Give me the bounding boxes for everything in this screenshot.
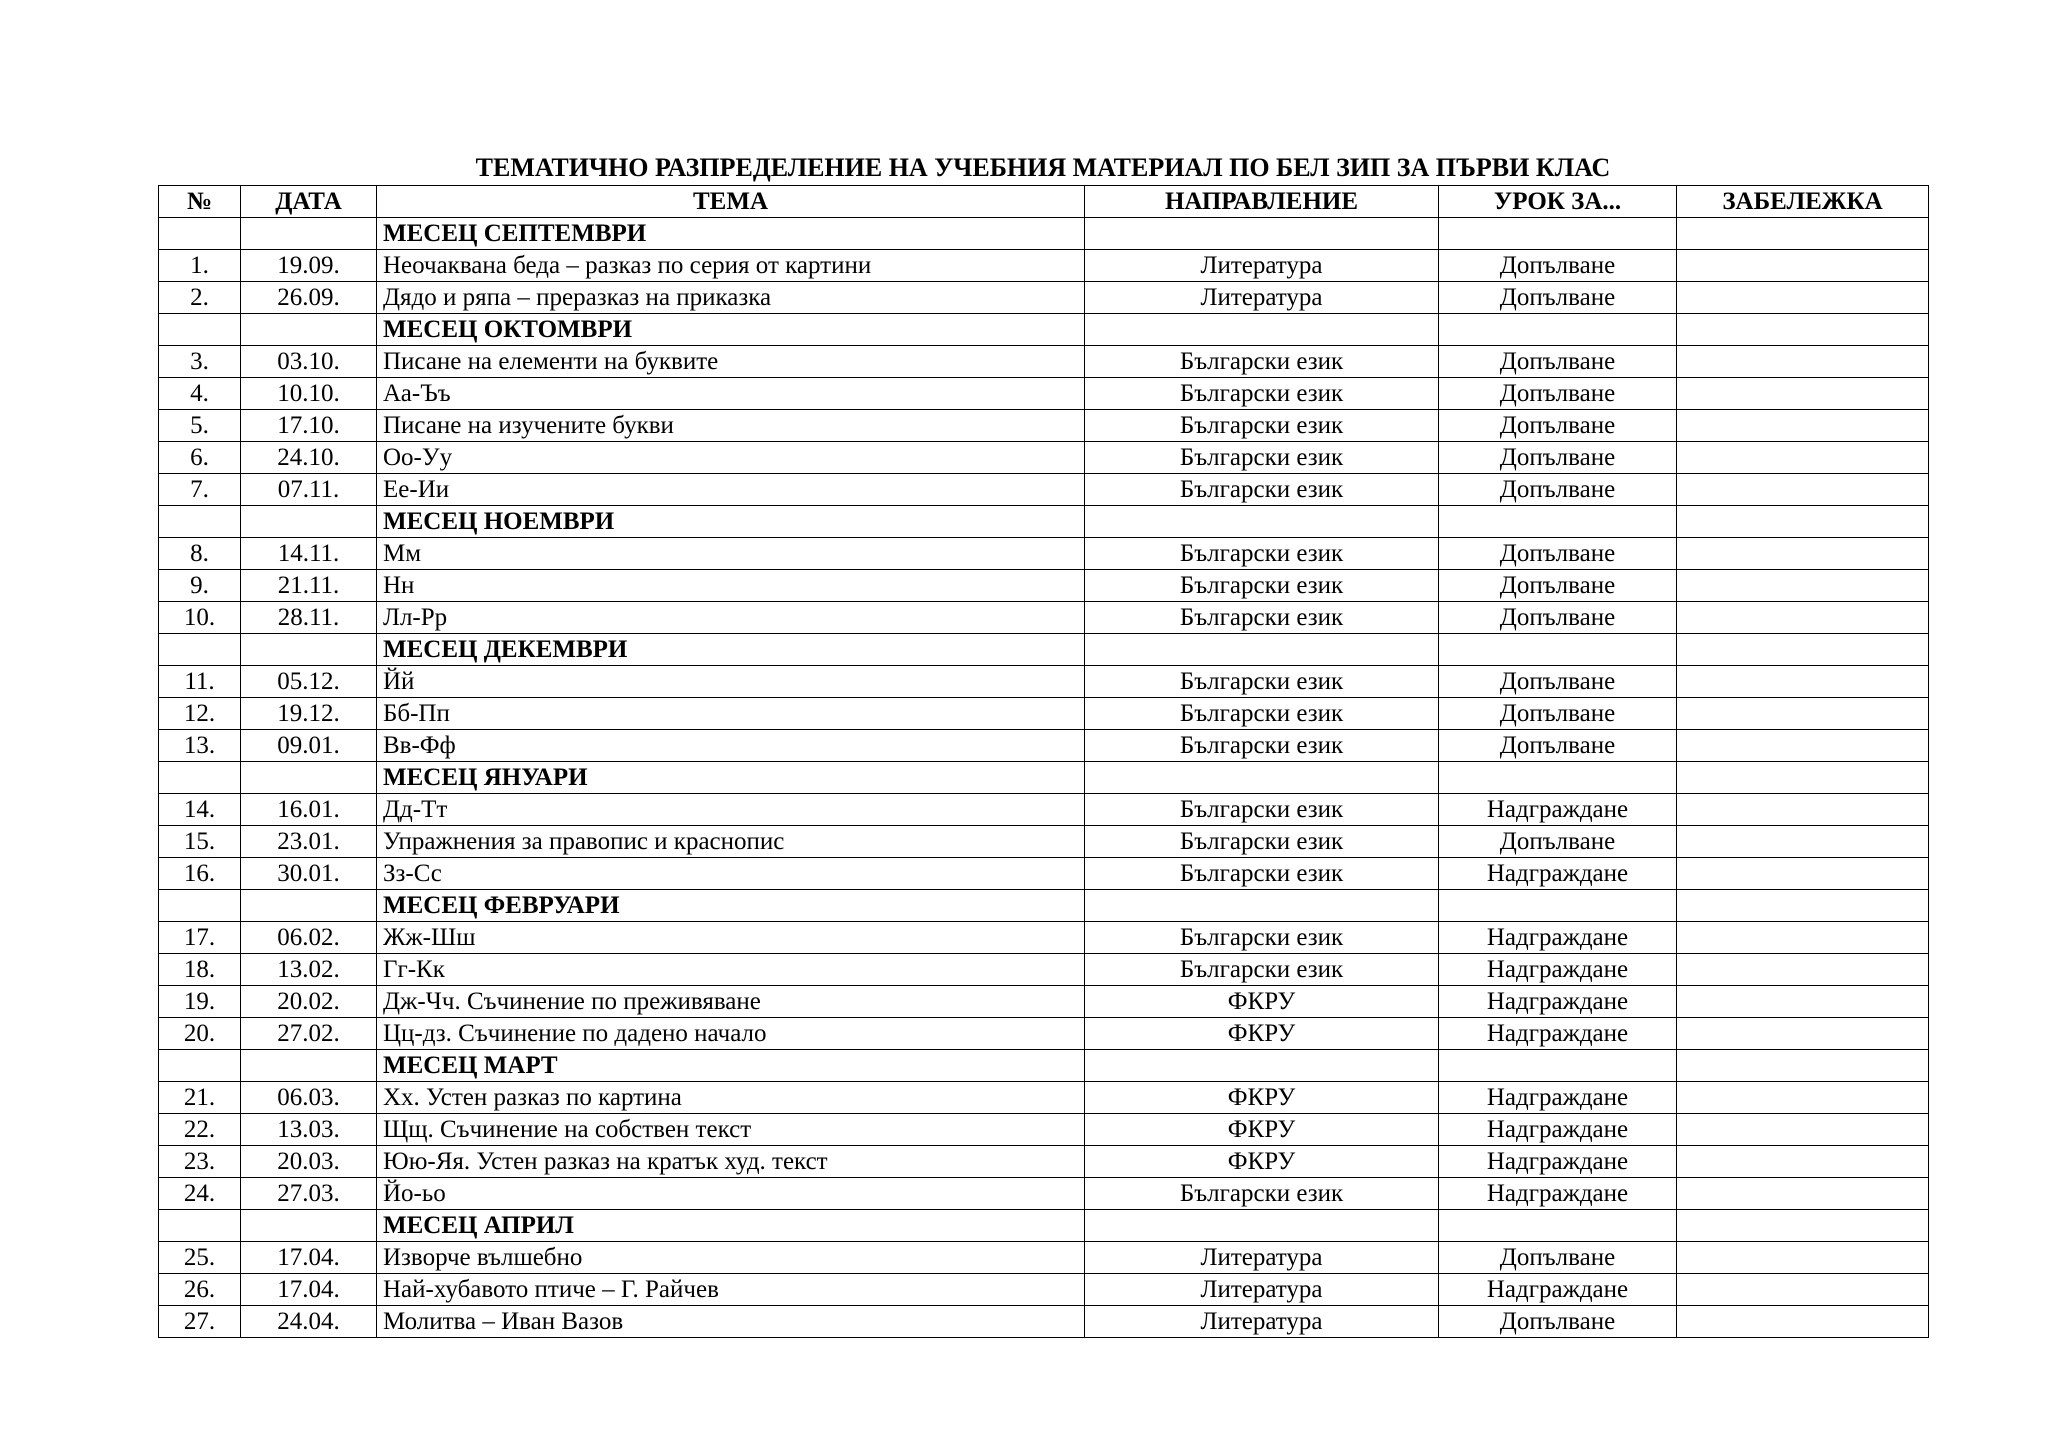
lesson-for-cell: Допълване [1439, 666, 1677, 698]
note-cell [1677, 698, 1929, 730]
date-cell: 24.04. [241, 1306, 377, 1338]
number-cell: 12. [159, 698, 241, 730]
number-cell: 24. [159, 1178, 241, 1210]
month-label: МЕСЕЦ АПРИЛ [377, 1210, 1085, 1242]
note-cell [1677, 1018, 1929, 1050]
header-lesson-for: УРОК ЗА... [1439, 186, 1677, 218]
table-row [159, 986, 1929, 1018]
topic-cell: Йо-ьо [377, 1178, 1085, 1210]
note-cell [1677, 986, 1929, 1018]
number-cell [159, 1210, 241, 1242]
lesson-for-cell: Надграждане [1439, 858, 1677, 890]
note-cell [1677, 634, 1929, 666]
table-row [159, 922, 1929, 954]
direction-cell [1085, 634, 1439, 666]
date-cell [241, 762, 377, 794]
lesson-for-cell: Надграждане [1439, 922, 1677, 954]
note-cell [1677, 1274, 1929, 1306]
note-cell [1677, 570, 1929, 602]
number-cell: 4. [159, 378, 241, 410]
header-row [159, 186, 1929, 218]
number-cell: 11. [159, 666, 241, 698]
direction-cell: Български език [1085, 378, 1439, 410]
table-row [159, 826, 1929, 858]
month-header-row [159, 506, 1929, 538]
direction-cell: ФКРУ [1085, 986, 1439, 1018]
date-cell: 10.10. [241, 378, 377, 410]
note-cell [1677, 858, 1929, 890]
lesson-for-cell: Надграждане [1439, 1274, 1677, 1306]
date-cell [241, 506, 377, 538]
lesson-for-cell: Надграждане [1439, 1082, 1677, 1114]
lesson-for-cell: Надграждане [1439, 954, 1677, 986]
number-cell: 7. [159, 474, 241, 506]
note-cell [1677, 1210, 1929, 1242]
note-cell [1677, 506, 1929, 538]
lesson-for-cell: Надграждане [1439, 1146, 1677, 1178]
number-cell: 2. [159, 282, 241, 314]
date-cell [241, 1210, 377, 1242]
direction-cell: Български език [1085, 698, 1439, 730]
thematic-plan-table [158, 185, 1929, 1338]
lesson-for-cell: Допълване [1439, 1306, 1677, 1338]
lesson-for-cell: Надграждане [1439, 794, 1677, 826]
note-cell [1677, 730, 1929, 762]
number-cell [159, 218, 241, 250]
note-cell [1677, 442, 1929, 474]
direction-cell: Български език [1085, 538, 1439, 570]
table-row [159, 698, 1929, 730]
direction-cell [1085, 890, 1439, 922]
topic-cell: Зз-Сс [377, 858, 1085, 890]
direction-cell: Български език [1085, 442, 1439, 474]
table-row [159, 1114, 1929, 1146]
table-row [159, 346, 1929, 378]
lesson-for-cell: Допълване [1439, 378, 1677, 410]
date-cell [241, 314, 377, 346]
date-cell [241, 1050, 377, 1082]
topic-cell: Вв-Фф [377, 730, 1085, 762]
direction-cell [1085, 762, 1439, 794]
lesson-for-cell: Допълване [1439, 410, 1677, 442]
note-cell [1677, 282, 1929, 314]
topic-cell: Най-хубавото птиче – Г. Райчев [377, 1274, 1085, 1306]
lesson-for-cell: Допълване [1439, 570, 1677, 602]
table-row [159, 858, 1929, 890]
number-cell: 6. [159, 442, 241, 474]
topic-cell: Писане на елементи на буквите [377, 346, 1085, 378]
number-cell: 23. [159, 1146, 241, 1178]
note-cell [1677, 826, 1929, 858]
lesson-for-cell: Допълване [1439, 826, 1677, 858]
month-header-row [159, 890, 1929, 922]
month-label: МЕСЕЦ ОКТОМВРИ [377, 314, 1085, 346]
lesson-for-cell: Допълване [1439, 474, 1677, 506]
note-cell [1677, 1114, 1929, 1146]
note-cell [1677, 1242, 1929, 1274]
direction-cell: Български език [1085, 666, 1439, 698]
table-row [159, 954, 1929, 986]
month-label: МЕСЕЦ ФЕВРУАРИ [377, 890, 1085, 922]
topic-cell: Упражнения за правопис и краснопис [377, 826, 1085, 858]
lesson-for-cell [1439, 634, 1677, 666]
direction-cell: ФКРУ [1085, 1114, 1439, 1146]
document-title: ТЕМАТИЧНО РАЗПРЕДЕЛЕНИЕ НА УЧЕБНИЯ МАТЕРИАЛ ПО БЕЛ ЗИП ЗА ПЪРВИ КЛАС [475, 153, 1611, 182]
lesson-for-cell [1439, 1210, 1677, 1242]
table-body [159, 218, 1929, 1338]
topic-cell: Йй [377, 666, 1085, 698]
number-cell: 19. [159, 986, 241, 1018]
direction-cell [1085, 506, 1439, 538]
month-header-row [159, 762, 1929, 794]
topic-cell: Щщ. Съчинение на собствен текст [377, 1114, 1085, 1146]
topic-cell: Аа-Ъъ [377, 378, 1085, 410]
number-cell [159, 634, 241, 666]
topic-cell: Хх. Устен разказ по картина [377, 1082, 1085, 1114]
lesson-for-cell: Допълване [1439, 250, 1677, 282]
note-cell [1677, 922, 1929, 954]
month-label: МЕСЕЦ ЯНУАРИ [377, 762, 1085, 794]
note-cell [1677, 1146, 1929, 1178]
date-cell: 09.01. [241, 730, 377, 762]
lesson-for-cell [1439, 762, 1677, 794]
lesson-for-cell: Надграждане [1439, 986, 1677, 1018]
table-row [159, 570, 1929, 602]
topic-cell: Изворче вълшебно [377, 1242, 1085, 1274]
topic-cell: Писане на изучените букви [377, 410, 1085, 442]
month-header-row [159, 1210, 1929, 1242]
note-cell [1677, 666, 1929, 698]
date-cell: 13.03. [241, 1114, 377, 1146]
date-cell: 27.02. [241, 1018, 377, 1050]
date-cell: 28.11. [241, 602, 377, 634]
table-row [159, 474, 1929, 506]
date-cell: 19.12. [241, 698, 377, 730]
note-cell [1677, 1306, 1929, 1338]
number-cell: 22. [159, 1114, 241, 1146]
topic-cell: Жж-Шш [377, 922, 1085, 954]
lesson-for-cell: Надграждане [1439, 1114, 1677, 1146]
direction-cell: Български език [1085, 954, 1439, 986]
date-cell: 26.09. [241, 282, 377, 314]
lesson-for-cell: Допълване [1439, 1242, 1677, 1274]
number-cell: 10. [159, 602, 241, 634]
direction-cell: Български език [1085, 346, 1439, 378]
note-cell [1677, 954, 1929, 986]
number-cell: 15. [159, 826, 241, 858]
date-cell: 24.10. [241, 442, 377, 474]
number-cell [159, 762, 241, 794]
date-cell: 05.12. [241, 666, 377, 698]
topic-cell: Бб-Пп [377, 698, 1085, 730]
lesson-for-cell: Надграждане [1439, 1178, 1677, 1210]
direction-cell: Български език [1085, 570, 1439, 602]
header-date: ДАТА [241, 186, 377, 218]
date-cell: 21.11. [241, 570, 377, 602]
lesson-for-cell: Допълване [1439, 282, 1677, 314]
date-cell: 20.03. [241, 1146, 377, 1178]
number-cell: 5. [159, 410, 241, 442]
table-row [159, 1306, 1929, 1338]
table-row [159, 794, 1929, 826]
table-row [159, 250, 1929, 282]
topic-cell: Дж-Чч. Съчинение по преживяване [377, 986, 1085, 1018]
date-cell: 14.11. [241, 538, 377, 570]
note-cell [1677, 218, 1929, 250]
direction-cell: Литература [1085, 1306, 1439, 1338]
table-row [159, 666, 1929, 698]
note-cell [1677, 1082, 1929, 1114]
table-row [159, 378, 1929, 410]
date-cell: 17.10. [241, 410, 377, 442]
month-label: МЕСЕЦ ДЕКЕМВРИ [377, 634, 1085, 666]
lesson-for-cell [1439, 218, 1677, 250]
number-cell: 9. [159, 570, 241, 602]
direction-cell [1085, 1210, 1439, 1242]
date-cell: 06.03. [241, 1082, 377, 1114]
direction-cell: Литература [1085, 1242, 1439, 1274]
direction-cell: Български език [1085, 1178, 1439, 1210]
date-cell: 23.01. [241, 826, 377, 858]
number-cell: 27. [159, 1306, 241, 1338]
direction-cell: Литература [1085, 282, 1439, 314]
note-cell [1677, 474, 1929, 506]
number-cell: 17. [159, 922, 241, 954]
topic-cell: Неочаквана беда – разказ по серия от картини [377, 250, 1085, 282]
table-row [159, 1242, 1929, 1274]
topic-cell: Молитва – Иван Вазов [377, 1306, 1085, 1338]
note-cell [1677, 794, 1929, 826]
number-cell: 16. [159, 858, 241, 890]
number-cell: 18. [159, 954, 241, 986]
number-cell [159, 890, 241, 922]
direction-cell: ФКРУ [1085, 1082, 1439, 1114]
note-cell [1677, 346, 1929, 378]
topic-cell: Оо-Уу [377, 442, 1085, 474]
table-row [159, 538, 1929, 570]
header-number: № [159, 186, 241, 218]
direction-cell: Български език [1085, 730, 1439, 762]
date-cell: 17.04. [241, 1242, 377, 1274]
direction-cell: Литература [1085, 1274, 1439, 1306]
note-cell [1677, 1050, 1929, 1082]
date-cell: 17.04. [241, 1274, 377, 1306]
date-cell: 06.02. [241, 922, 377, 954]
number-cell [159, 314, 241, 346]
number-cell: 25. [159, 1242, 241, 1274]
direction-cell: Български език [1085, 858, 1439, 890]
direction-cell: Български език [1085, 826, 1439, 858]
month-header-row [159, 634, 1929, 666]
direction-cell: Български език [1085, 922, 1439, 954]
note-cell [1677, 250, 1929, 282]
direction-cell: Български език [1085, 794, 1439, 826]
lesson-for-cell [1439, 1050, 1677, 1082]
number-cell [159, 506, 241, 538]
direction-cell: ФКРУ [1085, 1018, 1439, 1050]
direction-cell: Български език [1085, 474, 1439, 506]
topic-cell: Гг-Кк [377, 954, 1085, 986]
table-row [159, 730, 1929, 762]
header-note: ЗАБЕЛЕЖКА [1677, 186, 1929, 218]
lesson-for-cell: Допълване [1439, 698, 1677, 730]
date-cell: 03.10. [241, 346, 377, 378]
direction-cell: ФКРУ [1085, 1146, 1439, 1178]
lesson-for-cell: Надграждане [1439, 1018, 1677, 1050]
lesson-for-cell: Допълване [1439, 538, 1677, 570]
table-row [159, 1178, 1929, 1210]
note-cell [1677, 1178, 1929, 1210]
month-header-row [159, 314, 1929, 346]
note-cell [1677, 602, 1929, 634]
date-cell: 16.01. [241, 794, 377, 826]
date-cell [241, 890, 377, 922]
topic-cell: Цц-дз. Съчинение по дадено начало [377, 1018, 1085, 1050]
direction-cell [1085, 314, 1439, 346]
lesson-for-cell: Допълване [1439, 442, 1677, 474]
table-row [159, 1146, 1929, 1178]
number-cell: 21. [159, 1082, 241, 1114]
month-header-row [159, 1050, 1929, 1082]
table-row [159, 1018, 1929, 1050]
topic-cell: Юю-Яя. Устен разказ на кратък худ. текст [377, 1146, 1085, 1178]
date-cell: 30.01. [241, 858, 377, 890]
number-cell [159, 1050, 241, 1082]
topic-cell: Нн [377, 570, 1085, 602]
note-cell [1677, 378, 1929, 410]
lesson-for-cell: Допълване [1439, 602, 1677, 634]
number-cell: 13. [159, 730, 241, 762]
month-label: МЕСЕЦ СЕПТЕМВРИ [377, 218, 1085, 250]
date-cell: 19.09. [241, 250, 377, 282]
lesson-for-cell [1439, 314, 1677, 346]
note-cell [1677, 762, 1929, 794]
date-cell: 07.11. [241, 474, 377, 506]
number-cell: 20. [159, 1018, 241, 1050]
date-cell [241, 634, 377, 666]
lesson-for-cell: Допълване [1439, 346, 1677, 378]
number-cell: 14. [159, 794, 241, 826]
topic-cell: Мм [377, 538, 1085, 570]
number-cell: 1. [159, 250, 241, 282]
header-topic: ТЕМА [377, 186, 1085, 218]
date-cell [241, 218, 377, 250]
topic-cell: Дядо и ряпа – преразказ на приказка [377, 282, 1085, 314]
lesson-for-cell [1439, 890, 1677, 922]
table-row [159, 602, 1929, 634]
table-row [159, 1274, 1929, 1306]
number-cell: 26. [159, 1274, 241, 1306]
direction-cell: Български език [1085, 602, 1439, 634]
direction-cell [1085, 1050, 1439, 1082]
table-row [159, 410, 1929, 442]
month-label: МЕСЕЦ МАРТ [377, 1050, 1085, 1082]
direction-cell [1085, 218, 1439, 250]
topic-cell: Дд-Тт [377, 794, 1085, 826]
note-cell [1677, 538, 1929, 570]
table-row [159, 442, 1929, 474]
date-cell: 27.03. [241, 1178, 377, 1210]
direction-cell: Български език [1085, 410, 1439, 442]
number-cell: 8. [159, 538, 241, 570]
month-label: МЕСЕЦ НОЕМВРИ [377, 506, 1085, 538]
number-cell: 3. [159, 346, 241, 378]
topic-cell: Ее-Ии [377, 474, 1085, 506]
date-cell: 13.02. [241, 954, 377, 986]
topic-cell: Лл-Рр [377, 602, 1085, 634]
table-row [159, 1082, 1929, 1114]
date-cell: 20.02. [241, 986, 377, 1018]
lesson-for-cell: Допълване [1439, 730, 1677, 762]
note-cell [1677, 314, 1929, 346]
lesson-for-cell [1439, 506, 1677, 538]
direction-cell: Литература [1085, 250, 1439, 282]
note-cell [1677, 410, 1929, 442]
header-direction: НАПРАВЛЕНИЕ [1085, 186, 1439, 218]
note-cell [1677, 890, 1929, 922]
table-row [159, 282, 1929, 314]
month-header-row [159, 218, 1929, 250]
